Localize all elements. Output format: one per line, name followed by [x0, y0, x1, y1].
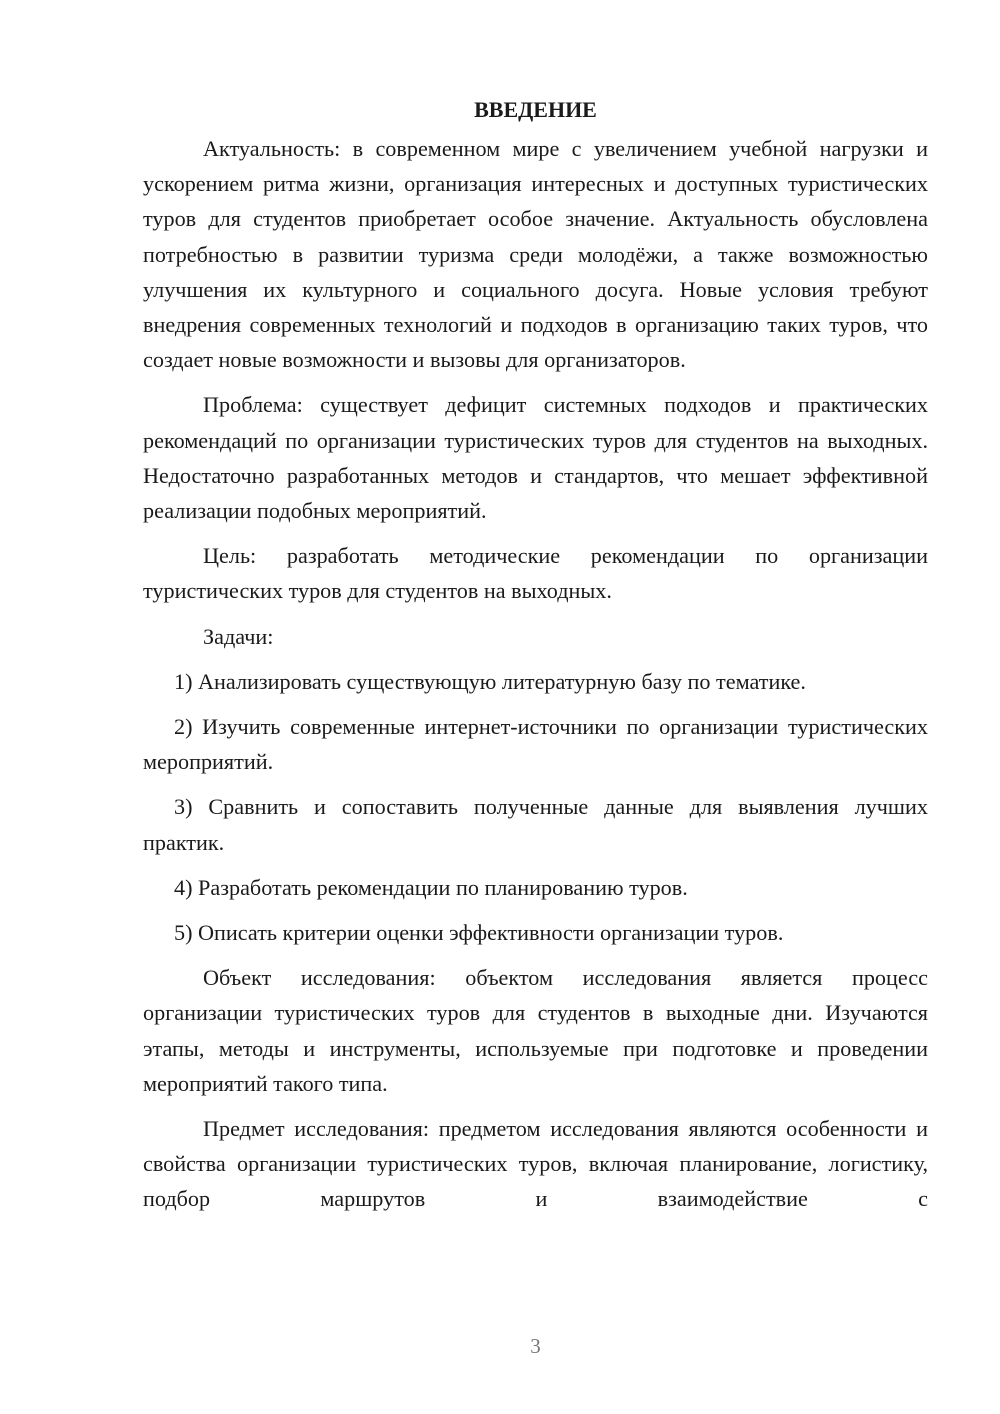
- task-item: 2) Изучить современные интернет-источники по организации туристических мероприятий.: [143, 714, 928, 775]
- task-item: 3) Сравнить и сопоставить полученные данные для выявления лучших практик.: [143, 794, 928, 855]
- tasks-list: [143, 664, 928, 950]
- page-number: 3: [530, 1334, 541, 1358]
- paragraph-object: Объект исследования: объектом исследования является процесс организации туристических туров для студентов в выходные дни. Изучаются этапы, методы и инструменты, используемые при подготовке и проведении мероприятий такого типа.: [143, 965, 928, 1096]
- task-item: 1) Анализировать существующую литературную базу по тематике.: [174, 668, 806, 694]
- paragraph-relevance: Актуальность: в современном мире с увеличением учебной нагрузки и ускорением ритма жизни, организация интересных и доступных туристических туров для студентов приобретает особое значение. Актуальность обусловлена потребностью в развитии туризма среди молодёжи, а также возможностью улучшения их культурного и социального досуга. Новые условия требуют внедрения современных технологий и подходов в организацию таких туров, что создает новые возможности и вызовы для организаторов.: [143, 136, 928, 373]
- paragraph-problem: Проблема: существует дефицит системных подходов и практических рекомендаций по организации туристических туров для студентов на выходных. Недостаточно разработанных методов и стандартов, что мешает эффективной реализации подобных мероприятий.: [143, 392, 928, 524]
- paragraph-subject: Предмет исследования: предметом исследования являются особенности и свойства организации туристических туров, включая планирование, логистику, подбор маршрутов и взаимодействие с: [143, 1116, 928, 1212]
- paragraph-goal: Цель: разработать методические рекомендации по организации туристических туров для студентов на выходных.: [143, 543, 928, 604]
- section-heading: ВВЕДЕНИЕ: [474, 97, 597, 122]
- tasks-label: Задачи:: [203, 623, 274, 649]
- task-item: 5) Описать критерии оценки эффективности организации туров.: [174, 920, 784, 946]
- task-item: 4) Разработать рекомендации по планированию туров.: [174, 874, 688, 900]
- document-page: [143, 92, 928, 1217]
